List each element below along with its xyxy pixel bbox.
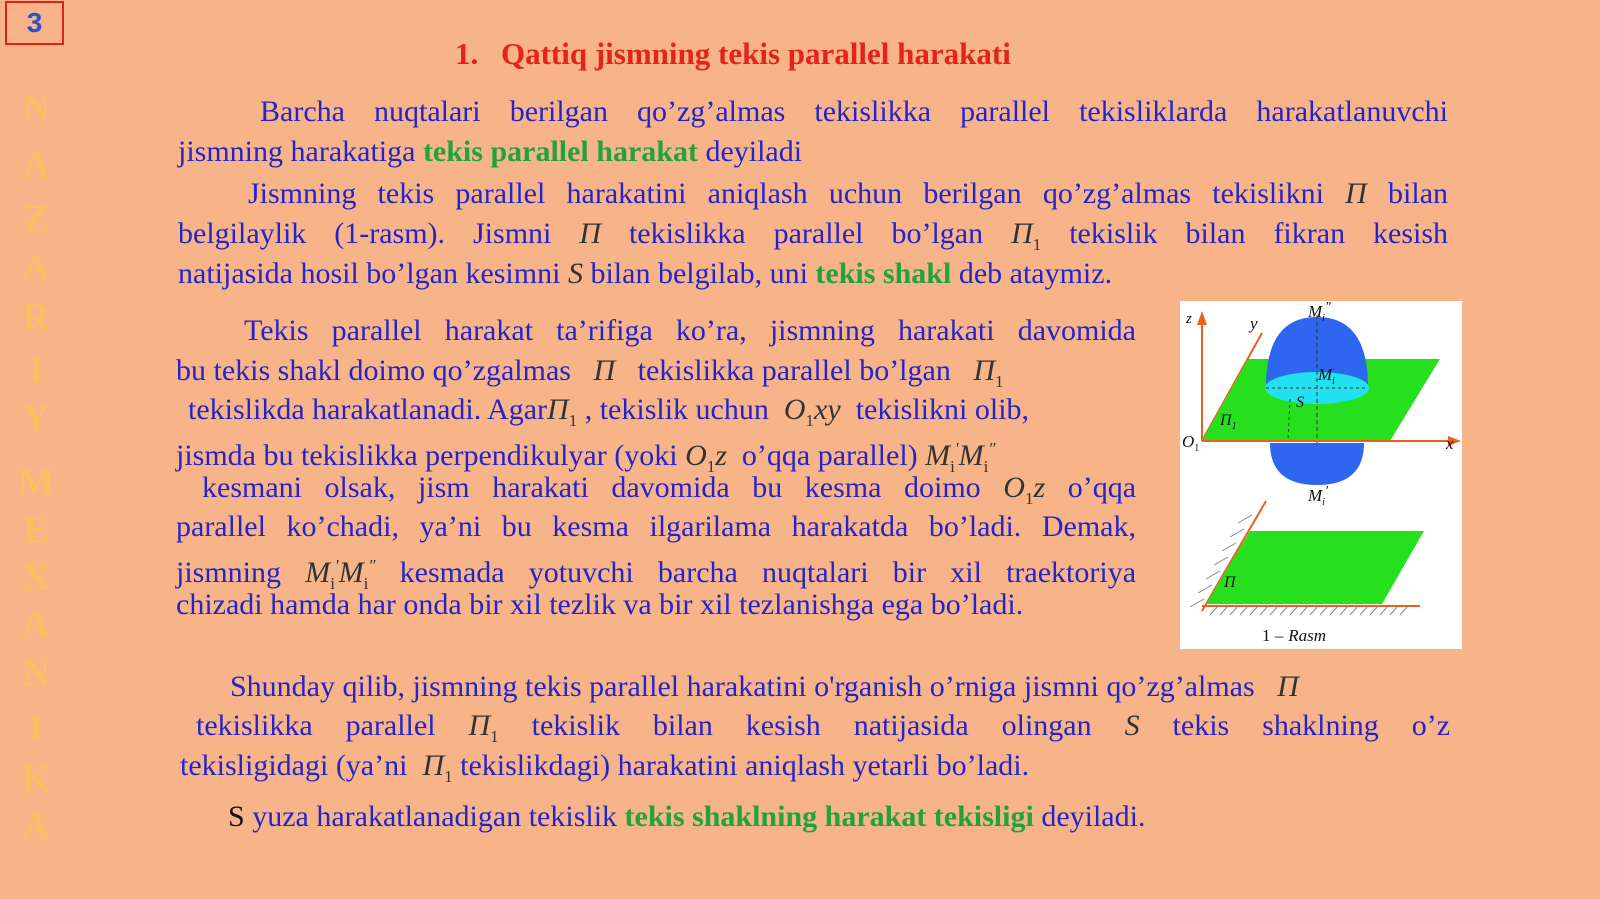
text-span: Shunday qilib, jismning tekis parallel harakatini o'rganish o’rniga jismni qo’zg’almas bbox=[230, 670, 1255, 703]
hatch bbox=[1300, 606, 1308, 615]
math-symbol: Π bbox=[973, 354, 996, 387]
math-subscript: 1 bbox=[490, 727, 499, 746]
math-s: S bbox=[567, 257, 583, 290]
para5-line bbox=[228, 800, 1145, 840]
side-letter: I bbox=[28, 707, 44, 749]
side-letter: A bbox=[22, 144, 50, 186]
hatch bbox=[1230, 606, 1238, 615]
label-o: O bbox=[1182, 432, 1195, 451]
hatch bbox=[1280, 606, 1288, 615]
label-o-sub: 1 bbox=[1194, 443, 1200, 454]
math-symbol: z bbox=[715, 439, 727, 472]
hatch bbox=[1210, 606, 1218, 615]
side-letter: A bbox=[22, 806, 50, 848]
text-span: jismning harakatiga bbox=[178, 135, 416, 168]
term-harakat-tekisligi: tekis shaklning harakat tekisligi bbox=[624, 800, 1034, 833]
side-letter: I bbox=[28, 349, 44, 391]
para4-line3 bbox=[180, 749, 1029, 789]
para3-line7 bbox=[176, 549, 1137, 593]
math-symbol: M bbox=[338, 556, 364, 589]
text-span: tekis shaklning o’z bbox=[1172, 709, 1451, 742]
label-pi: Π bbox=[1224, 574, 1236, 591]
hatch bbox=[1330, 606, 1338, 615]
text-span: tekislikka parallel bbox=[196, 709, 436, 742]
math-s-plain: S bbox=[228, 800, 245, 833]
page-title bbox=[455, 36, 1011, 72]
hatch bbox=[1270, 606, 1278, 615]
math-subscript: 1 bbox=[1024, 489, 1034, 508]
math-symbol: M bbox=[958, 439, 984, 472]
math-symbol: xy bbox=[814, 393, 841, 426]
text-span: jismda bu tekislikka perpendikulyar (yoki bbox=[176, 439, 678, 472]
math-symbol: M bbox=[305, 556, 331, 589]
label-m: M bbox=[1308, 486, 1323, 505]
math-subscript: i bbox=[983, 457, 989, 476]
label-m: M bbox=[1308, 302, 1323, 321]
label-s: S bbox=[1296, 394, 1304, 411]
math-mimi bbox=[925, 439, 996, 476]
para4-line2 bbox=[196, 709, 1450, 749]
hatch bbox=[1310, 606, 1318, 615]
hatch bbox=[1370, 606, 1378, 615]
text-span: tekislikdagi) harakatini aniqlash yetarli bo’ladi. bbox=[460, 749, 1030, 782]
math-pi1 bbox=[1011, 217, 1042, 254]
label-sub: 1 bbox=[1231, 421, 1237, 432]
hatch bbox=[1350, 606, 1358, 615]
term-tekis-parallel-harakat: tekis parallel harakat bbox=[422, 135, 698, 168]
para4-line1 bbox=[230, 670, 1299, 710]
hatch bbox=[1320, 606, 1328, 615]
side-letter: M bbox=[18, 461, 54, 503]
para1-line2 bbox=[178, 135, 802, 175]
math-subscript: 1 bbox=[995, 372, 1004, 391]
lower-dome bbox=[1270, 443, 1364, 485]
math-subscript: 1 bbox=[568, 411, 578, 430]
para3-line2 bbox=[176, 354, 1004, 394]
math-subscript: i bbox=[950, 457, 955, 476]
text-span: tekislikda harakatlanadi. Agar bbox=[188, 393, 548, 426]
page-number: 3 bbox=[5, 1, 64, 45]
text-span: , tekislik uchun bbox=[584, 393, 769, 426]
label-sub: i bbox=[1322, 497, 1325, 508]
text-span: kesmada yotuvchi barcha nuqtalari bir xil traektoriya bbox=[399, 556, 1137, 589]
text-span: deyiladi bbox=[705, 135, 803, 168]
math-superscript: ′ bbox=[334, 556, 339, 575]
text-span: bilan belgilab, uni bbox=[590, 257, 808, 290]
math-subscript: i bbox=[363, 574, 369, 593]
side-letter: E bbox=[23, 509, 49, 551]
para1-line1: Barcha nuqtalari berilgan qo’zg’almas tekislikka parallel tekisliklarda harakatlanuvchi bbox=[260, 95, 1448, 128]
hatch bbox=[1380, 606, 1388, 615]
math-symbol: Π bbox=[547, 393, 569, 426]
math-superscript: ′ bbox=[954, 439, 959, 458]
z-arrowhead bbox=[1197, 311, 1207, 325]
hatch bbox=[1400, 606, 1408, 615]
text-span: deyiladi. bbox=[1041, 800, 1146, 833]
text-span: belgilaylik (1-rasm). Jismni bbox=[178, 217, 552, 250]
para2-line1 bbox=[248, 177, 1448, 217]
text-span: jismning bbox=[176, 556, 282, 589]
para2-line2 bbox=[178, 217, 1448, 257]
math-o1xy bbox=[783, 393, 841, 430]
text-span: tekislikni olib, bbox=[855, 393, 1030, 426]
label-dprime: ″ bbox=[1324, 301, 1331, 315]
text-span: natijasida hosil bo’lgan kesimni bbox=[178, 257, 561, 290]
math-symbol: Π bbox=[1011, 217, 1033, 250]
hatch bbox=[1214, 557, 1228, 565]
hatch bbox=[1238, 515, 1252, 523]
math-symbol: z bbox=[1033, 471, 1046, 504]
math-pi1 bbox=[422, 749, 453, 786]
text-span: kesmani olsak, jism harakati davomida bu kesma doimo bbox=[202, 471, 981, 504]
para3-line3 bbox=[188, 393, 1029, 433]
para3-line4 bbox=[176, 432, 996, 476]
term-tekis-shakl: tekis shakl bbox=[815, 257, 952, 290]
hatch bbox=[1220, 606, 1228, 615]
math-superscript: ″ bbox=[988, 439, 996, 458]
text-span: tekislik bilan fikran kesish bbox=[1069, 217, 1449, 250]
text-span: deb ataymiz. bbox=[958, 257, 1113, 290]
math-subscript: 1 bbox=[1032, 235, 1042, 254]
math-pi1 bbox=[973, 354, 1004, 391]
title-number: 1. bbox=[455, 36, 479, 71]
math-mimi bbox=[305, 556, 376, 593]
math-s: S bbox=[1124, 709, 1140, 742]
caption-word: Rasm bbox=[1288, 626, 1327, 645]
hatch bbox=[1240, 606, 1248, 615]
math-subscript: 1 bbox=[706, 457, 716, 476]
figure-caption bbox=[1262, 626, 1326, 645]
text-span: tekislikka parallel bo’lgan bbox=[637, 354, 951, 387]
text-span: Jismning tekis parallel harakatini aniqlash uchun berilgan qo’zg’almas tekislikni bbox=[248, 177, 1324, 210]
math-pi1 bbox=[547, 393, 578, 430]
math-symbol: M bbox=[925, 439, 951, 472]
math-subscript: i bbox=[330, 574, 335, 593]
text-span: o’qqa parallel) bbox=[741, 439, 918, 472]
text-span: tekislikka parallel bo’lgan bbox=[628, 217, 984, 250]
math-symbol: Π bbox=[468, 709, 491, 742]
hatch bbox=[1190, 599, 1204, 607]
label-m: M bbox=[1318, 365, 1333, 384]
figure-diagram bbox=[1180, 301, 1462, 649]
text-span: o’qqa bbox=[1067, 471, 1137, 504]
hatch bbox=[1360, 606, 1368, 615]
hatch bbox=[1260, 606, 1268, 615]
math-pi: Π bbox=[593, 354, 616, 387]
label-o1 bbox=[1182, 432, 1199, 454]
label-z: z bbox=[1186, 311, 1192, 327]
hatch bbox=[1230, 529, 1244, 537]
hatch bbox=[1222, 543, 1236, 551]
label-pi: Π bbox=[1220, 412, 1232, 429]
hatch bbox=[1206, 571, 1220, 579]
math-pi: Π bbox=[1345, 177, 1367, 210]
math-superscript: ″ bbox=[368, 556, 376, 575]
text-span: tekisligidagi (ya’ni bbox=[180, 749, 408, 782]
label-prime: ′ bbox=[1324, 484, 1329, 499]
side-letter: R bbox=[22, 296, 50, 338]
figure-1 bbox=[1180, 301, 1462, 649]
text-span: tekislik bilan kesish natijasida olingan bbox=[531, 709, 1092, 742]
hatch bbox=[1250, 606, 1258, 615]
side-letter: X bbox=[22, 556, 50, 598]
para3-line6: parallel ko’chadi, ya’ni bu kesma ilgarilama harakatda bo’ladi. Demak, bbox=[176, 510, 1136, 543]
lower-plane bbox=[1206, 531, 1424, 604]
side-letter: K bbox=[21, 758, 51, 800]
math-symbol: O bbox=[783, 393, 806, 426]
math-symbol: Π bbox=[422, 749, 445, 782]
para3-line8: chizadi hamda har onda bir xil tezlik va bir xil tezlanishga ega bo’ladi. bbox=[176, 588, 1024, 621]
label-sub: i bbox=[1322, 313, 1325, 324]
hatch bbox=[1390, 606, 1398, 615]
math-subscript: 1 bbox=[444, 767, 453, 786]
para3-line5 bbox=[202, 471, 1136, 511]
math-symbol: O bbox=[1003, 471, 1025, 504]
math-symbol: O bbox=[685, 439, 707, 472]
math-o1z bbox=[1003, 471, 1046, 508]
math-pi1 bbox=[468, 709, 499, 746]
title-text: Qattiq jismning tekis parallel harakati bbox=[501, 36, 1011, 71]
hatch bbox=[1290, 606, 1298, 615]
label-y: y bbox=[1250, 314, 1258, 333]
hatch bbox=[1198, 585, 1212, 593]
label-sub: i bbox=[1332, 376, 1335, 387]
side-letter: N bbox=[22, 87, 50, 129]
math-subscript: 1 bbox=[805, 411, 815, 430]
label-mi-prime bbox=[1307, 484, 1329, 508]
side-letter: Z bbox=[23, 198, 49, 240]
side-letter: A bbox=[22, 604, 50, 646]
math-pi: Π bbox=[1277, 670, 1299, 703]
side-letter: Y bbox=[22, 397, 50, 439]
text-span: yuza harakatlanadigan tekislik bbox=[252, 800, 618, 833]
hatch bbox=[1340, 606, 1348, 615]
side-letter: N bbox=[22, 652, 50, 694]
caption-number: 1 – bbox=[1262, 626, 1284, 645]
para2-line3 bbox=[178, 257, 1112, 297]
para3-line1: Tekis parallel harakat ta’rifiga ko’ra, jismning harakati davomida bbox=[244, 314, 1136, 347]
text-span: bilan bbox=[1388, 177, 1449, 210]
text-span: bu tekis shakl doimo qo’zgalmas bbox=[176, 354, 571, 387]
math-pi: Π bbox=[579, 217, 601, 250]
side-letter: A bbox=[22, 247, 50, 289]
label-x: x bbox=[1446, 434, 1454, 453]
math-o1z bbox=[685, 439, 727, 476]
